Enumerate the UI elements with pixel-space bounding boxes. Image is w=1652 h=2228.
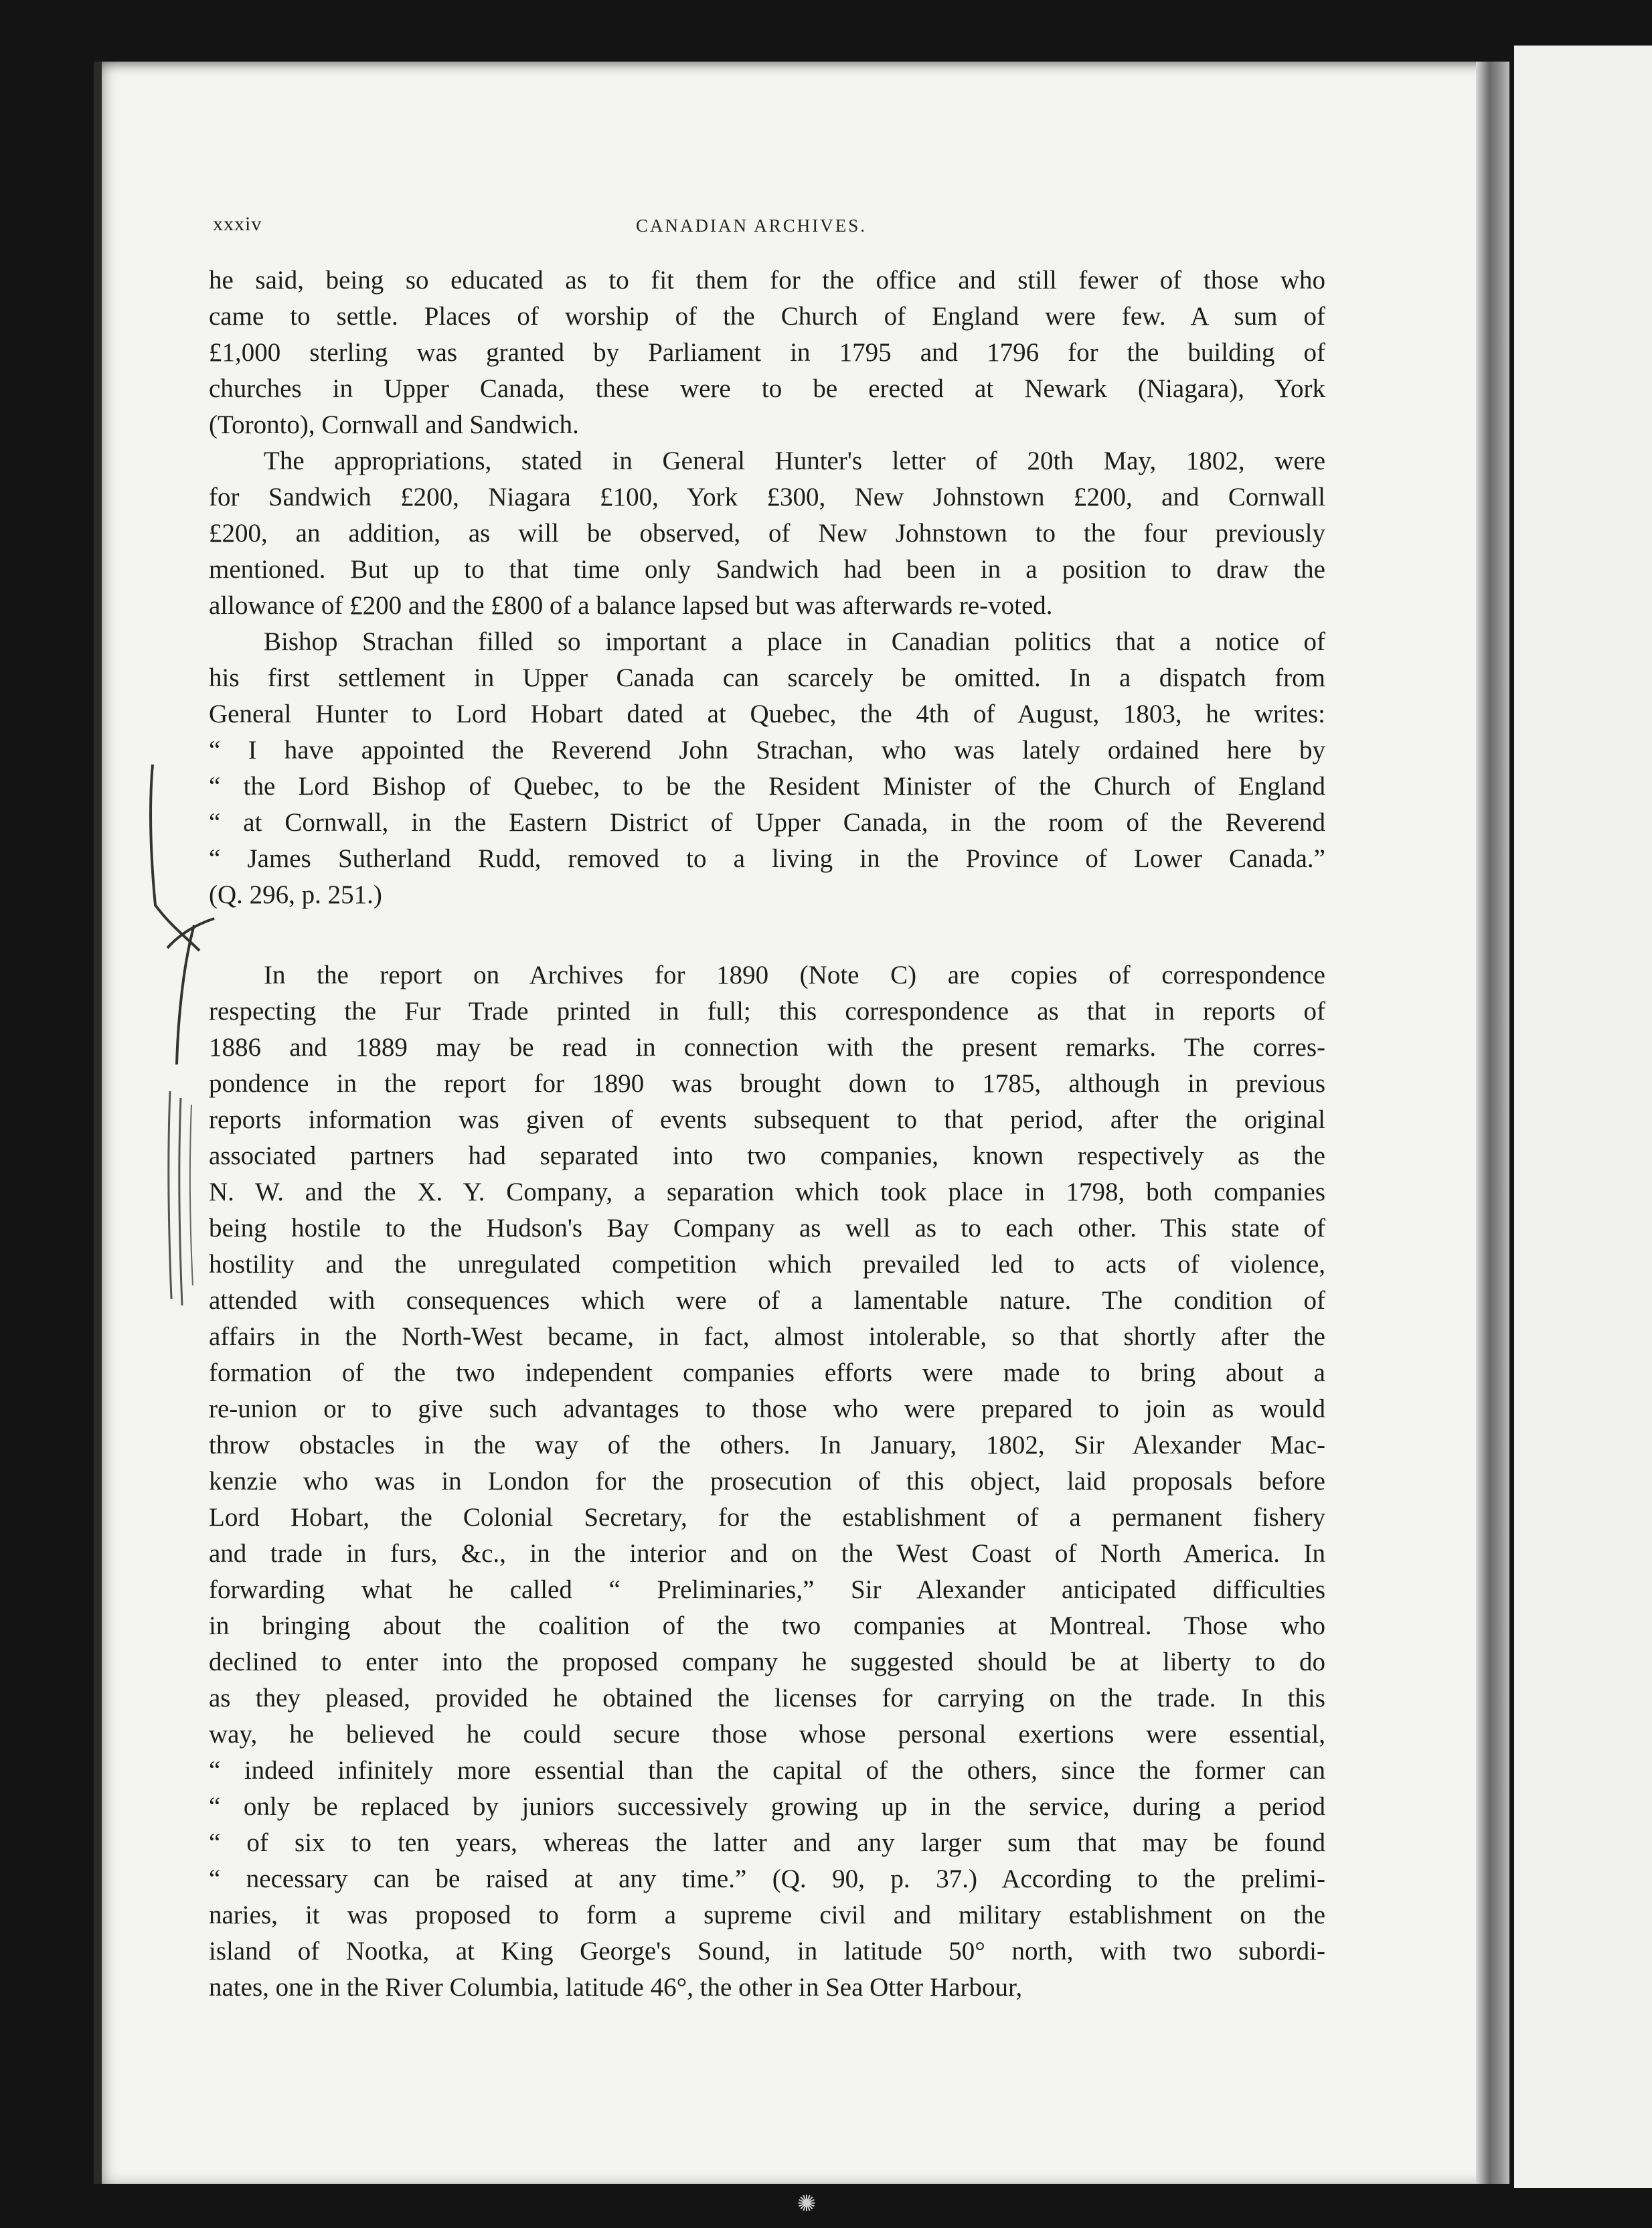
text-line: he said, being so educated as to fit them for the office and still fewer of those who xyxy=(209,266,1325,295)
text-line: his first settlement in Upper Canada can scarcely be omitted. In a dispatch from xyxy=(209,663,1325,692)
text-line: “ James Sutherland Rudd, removed to a living in the Province of Lower Canada.” xyxy=(209,844,1325,873)
text-line: churches in Upper Canada, these were to be erected at Newark (Niagara), York xyxy=(209,374,1325,403)
text-line: and trade in furs, &c., in the interior and on the West Coast of North America. In xyxy=(209,1539,1325,1568)
text-line: The appropriations, stated in General Hunter's letter of 20th May, 1802, were xyxy=(264,447,1325,475)
text-line: affairs in the North-West became, in fact, almost intolerable, so that shortly after the xyxy=(209,1322,1325,1351)
text-line: respecting the Fur Trade printed in full; this correspondence as that in reports of xyxy=(209,997,1325,1026)
text-line: in bringing about the coalition of the two companies at Montreal. Those who xyxy=(209,1611,1325,1640)
text-line: mentioned. But up to that time only Sandwich had been in a position to draw the xyxy=(209,555,1325,584)
text-line: allowance of £200 and the £800 of a balance lapsed but was afterwards re-voted. xyxy=(209,591,1053,620)
bottom-ornament: ✺ xyxy=(797,2192,817,2217)
facing-page xyxy=(1514,46,1652,2188)
text-line: “ at Cornwall, in the Eastern District of Upper Canada, in the room of the Reverend xyxy=(209,808,1325,837)
text-line: pondence in the report for 1890 was brought down to 1785, although in previous xyxy=(209,1069,1325,1098)
text-line: In the report on Archives for 1890 (Note C) are copies of correspondence xyxy=(264,961,1325,989)
text-line: Lord Hobart, the Colonial Secretary, for the establishment of a permanent fishery xyxy=(209,1503,1325,1532)
text-line: “ necessary can be raised at any time.” (Q. 90, p. 37.) According to the prelimi- xyxy=(209,1864,1325,1893)
text-line: associated partners had separated into two companies, known respectively as the xyxy=(209,1141,1325,1170)
text-line: “ I have appointed the Reverend John Strachan, who was lately ordained here by xyxy=(209,736,1325,765)
text-line: throw obstacles in the way of the others. In January, 1802, Sir Alexander Mac- xyxy=(209,1431,1325,1459)
body-text xyxy=(209,262,1325,2006)
page-header xyxy=(213,213,1325,240)
text-line: declined to enter into the proposed company he suggested should be at liberty to do xyxy=(209,1648,1325,1676)
text-line: way, he believed he could secure those whose personal exertions were essential, xyxy=(209,1720,1325,1749)
text-line: reports information was given of events subsequent to that period, after the original xyxy=(209,1105,1325,1134)
text-line: naries, it was proposed to form a supreme civil and military establishment on the xyxy=(209,1901,1325,1929)
text-line: (Toronto), Cornwall and Sandwich. xyxy=(209,410,579,439)
text-line: General Hunter to Lord Hobart dated at Quebec, the 4th of August, 1803, he writes: xyxy=(209,700,1325,728)
text-line: “ the Lord Bishop of Quebec, to be the Resident Minister of the Church of England xyxy=(209,772,1325,801)
text-line: (Q. 296, p. 251.) xyxy=(209,880,382,909)
text-line: forwarding what he called “ Preliminaries,” Sir Alexander anticipated difficulties xyxy=(209,1575,1325,1604)
running-head: CANADIAN ARCHIVES. xyxy=(636,216,868,236)
text-line: nates, one in the River Columbia, latitude 46°, the other in Sea Otter Harbour, xyxy=(209,1973,1023,2002)
text-line: “ of six to ten years, whereas the latter and any larger sum that may be found xyxy=(209,1828,1325,1857)
text-line: being hostile to the Hudson's Bay Company as well as to each other. This state of xyxy=(209,1214,1325,1243)
text-line: 1886 and 1889 may be read in connection with the present remarks. The corres- xyxy=(209,1033,1325,1062)
text-line: for Sandwich £200, Niagara £100, York £300, New Johnstown £200, and Cornwall xyxy=(209,483,1325,511)
text-line: hostility and the unregulated competition which prevailed led to acts of violence, xyxy=(209,1250,1325,1279)
text-line: as they pleased, provided he obtained the licenses for carrying on the trade. In this xyxy=(209,1684,1325,1713)
pencil-margin-marks xyxy=(114,750,261,1326)
text-line: attended with consequences which were of a lamentable nature. The condition of xyxy=(209,1286,1325,1315)
text-line: “ indeed infinitely more essential than the capital of the others, since the former can xyxy=(209,1756,1325,1785)
text-line: N. W. and the X. Y. Company, a separation which took place in 1798, both companies xyxy=(209,1178,1325,1206)
text-line: came to settle. Places of worship of the Church of England were few. A sum of xyxy=(209,302,1325,331)
text-line: Bishop Strachan filled so important a place in Canadian politics that a notice of xyxy=(264,627,1325,656)
book-gutter xyxy=(1476,62,1509,2184)
text-line: island of Nootka, at King George's Sound, in latitude 50° north, with two subordi- xyxy=(209,1937,1325,1966)
text-line: re-union or to give such advantages to those who were prepared to join as would xyxy=(209,1395,1325,1423)
text-line: £1,000 sterling was granted by Parliament in 1795 and 1796 for the building of xyxy=(209,338,1325,367)
text-line: “ only be replaced by juniors successively growing up in the service, during a period xyxy=(209,1792,1325,1821)
text-line: £200, an addition, as will be observed, of New Johnstown to the four previously xyxy=(209,519,1325,548)
text-line: formation of the two independent companies efforts were made to bring about a xyxy=(209,1358,1325,1387)
paragraph-gap xyxy=(209,913,1325,957)
text-line: kenzie who was in London for the prosecution of this object, laid proposals before xyxy=(209,1467,1325,1496)
page-number: xxxiv xyxy=(213,213,262,235)
